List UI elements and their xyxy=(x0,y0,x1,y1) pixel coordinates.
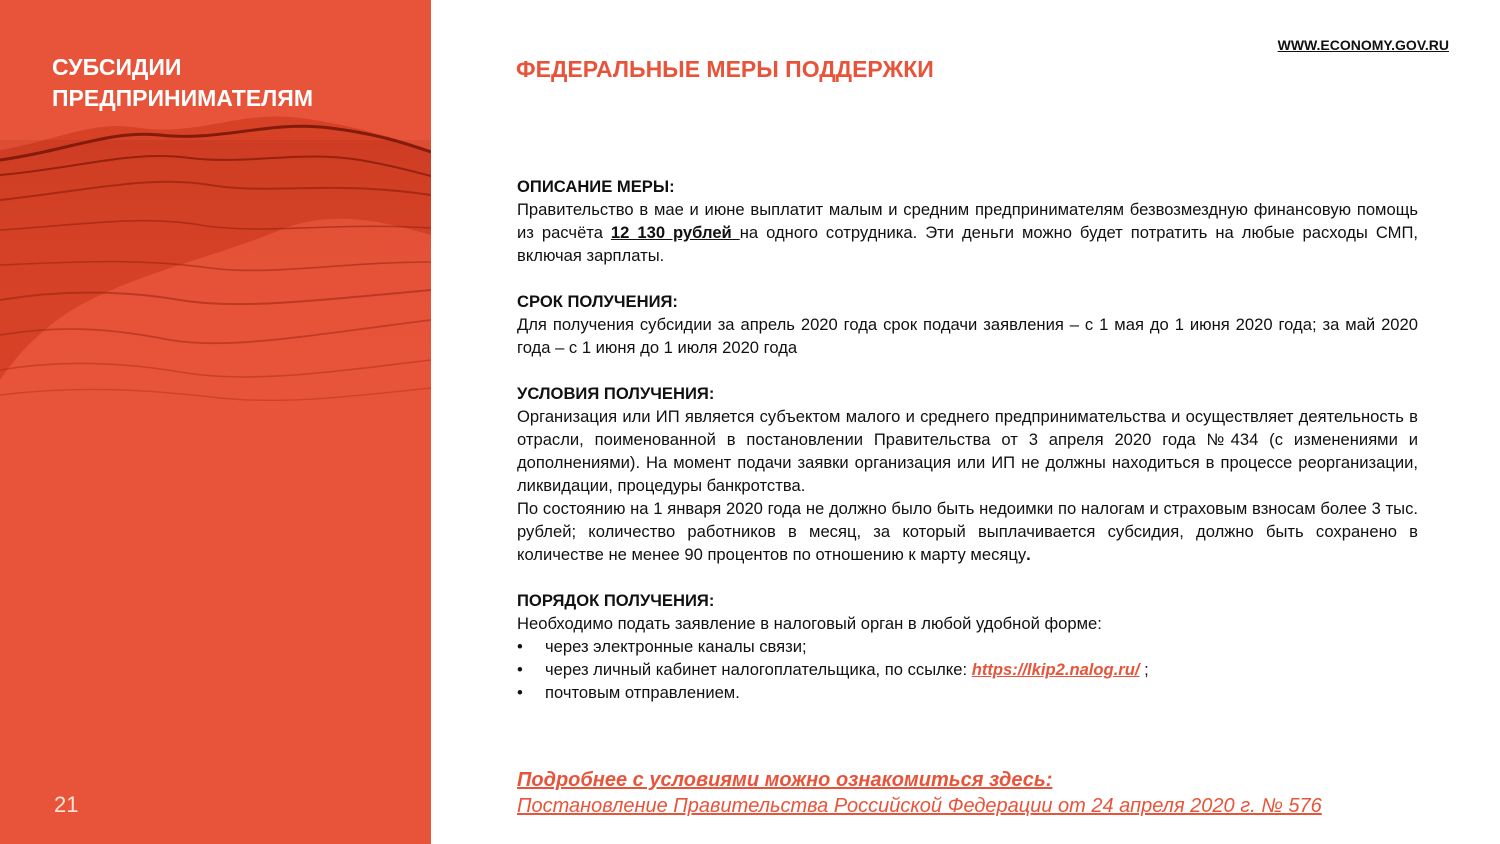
conditions-heading: УСЛОВИЯ ПОЛУЧЕНИЯ: xyxy=(517,384,715,403)
list-item-text-suffix: ; xyxy=(1139,660,1149,679)
procedure-intro: Необходимо подать заявление в налоговый орган в любой удобной форме: xyxy=(517,614,1102,633)
site-link[interactable]: WWW.ECONOMY.GOV.RU xyxy=(1277,37,1449,53)
conditions-text-2 xyxy=(517,497,1418,566)
description-text-after: на одного сотрудника. Эти деньги можно будет потратить на любые расходы СМП, включая зарплаты. xyxy=(517,223,1418,265)
bullet-icon: • xyxy=(517,660,523,679)
content-body xyxy=(517,175,1418,727)
side-title xyxy=(52,52,412,114)
footer-links xyxy=(517,767,1322,819)
bullet-icon: • xyxy=(517,637,523,656)
list-item xyxy=(517,635,1418,658)
description-section xyxy=(517,175,1418,267)
procedure-section xyxy=(517,589,1418,704)
decree-link[interactable]: Постановление Правительства Российской Федерации от 24 апреля 2020 г. № 576 xyxy=(517,795,1322,817)
list-item-text-prefix: через личный кабинет налогоплательщика, по ссылке: xyxy=(545,660,972,679)
bullet-icon: • xyxy=(517,683,523,702)
term-text: Для получения субсидии за апрель 2020 года срок подачи заявления – с 1 мая до 1 июня 2020 года; за май 2020 года – с 1 июня до 1 июля 2020 года xyxy=(517,315,1418,357)
list-item-text: почтовым отправлением. xyxy=(545,683,740,702)
list-item-text xyxy=(545,658,1149,681)
list-item-text: через электронные каналы связи; xyxy=(545,637,807,656)
conditions-text-1: Организация или ИП является субъектом малого и среднего предпринимательства и осуществляет деятельность в отрасли, поименованной в постановлении Правительства от 3 апреля 2020 года №434 (с изменениями и дополнениями). На момент подачи заявки организация или ИП не должны находиться в процессе реорганизации, ликвидации, процедуры банкротства. xyxy=(517,407,1418,495)
procedure-list xyxy=(517,635,1418,704)
page-number: 21 xyxy=(54,792,79,817)
subsidy-amount: 12 130 рублей xyxy=(610,223,740,242)
description-text-before: Правительство в мае и июне выплатит малым и средним предпринимателям безвозмездную финансовую помощь из расчёта xyxy=(517,200,1418,242)
side-title-line1: СУБСИДИИ xyxy=(52,54,182,80)
page-title: ФЕДЕРАЛЬНЫЕ МЕРЫ ПОДДЕРЖКИ xyxy=(516,56,934,82)
paint-wave-image xyxy=(0,0,431,844)
description-heading: ОПИСАНИЕ МЕРЫ: xyxy=(517,177,675,196)
term-heading: СРОК ПОЛУЧЕНИЯ: xyxy=(517,292,678,311)
list-item xyxy=(517,681,1418,704)
conditions-text-2-body: По состоянию на 1 января 2020 года не должно было быть недоимки по налогам и страховым взносам более 3 тыс. рублей; количество работников в месяц, за который выплачивается субсидия, должно быть сохранено в количестве не менее 90 процентов по отношению к марту месяцу xyxy=(517,499,1418,564)
left-decorative-panel xyxy=(0,0,431,844)
side-title-line2: ПРЕДПРИНИМАТЕЛЯМ xyxy=(52,85,313,111)
description-text xyxy=(517,198,1418,267)
procedure-heading: ПОРЯДОК ПОЛУЧЕНИЯ: xyxy=(517,591,715,610)
nalog-link[interactable]: https://lkip2.nalog.ru/ xyxy=(971,660,1140,679)
conditions-text-2-end: . xyxy=(1026,545,1031,564)
more-info-link[interactable]: Подробнее с условиями можно ознакомиться здесь: xyxy=(517,769,1053,791)
term-section xyxy=(517,290,1418,359)
list-item xyxy=(517,658,1418,681)
conditions-section xyxy=(517,382,1418,566)
